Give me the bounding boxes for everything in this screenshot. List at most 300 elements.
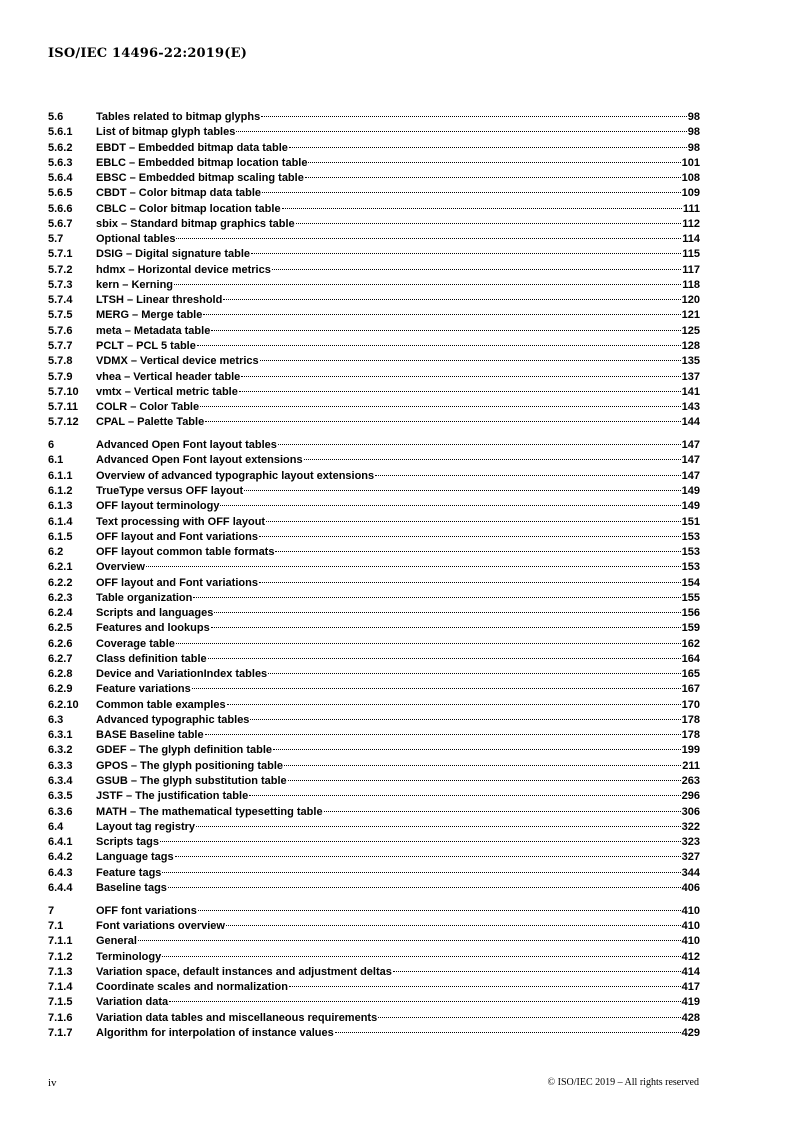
toc-entry-number: 6.1.2 <box>48 484 73 497</box>
toc-entry-title: EBDT – Embedded bitmap data table <box>96 141 288 154</box>
toc-entry-page: 154 <box>681 576 700 589</box>
toc-dot-leader <box>375 474 681 476</box>
toc-entry[interactable] <box>48 415 700 430</box>
toc-dot-leader <box>174 283 681 285</box>
toc-entry-title: Common table examples <box>96 698 226 711</box>
toc-entry-page: 149 <box>681 484 700 497</box>
toc-entry-title: Device and VariationIndex tables <box>96 668 268 681</box>
toc-entry-number: 5.7.6 <box>48 324 73 337</box>
toc-dot-leader <box>259 535 681 537</box>
toc-entry-number: 6.2.8 <box>48 668 73 681</box>
toc-dot-leader <box>175 855 681 857</box>
toc-entry-title: CBDT – Color bitmap data table <box>96 187 262 200</box>
document-title: ISO/IEC 14496-22:2019(E) <box>48 46 248 61</box>
toc-entry-page: 125 <box>681 324 700 337</box>
toc-entry-number: 6 <box>48 439 55 452</box>
toc-entry-title: Optional tables <box>96 233 176 246</box>
toc-dot-leader <box>296 222 682 224</box>
toc-dot-leader <box>282 207 682 209</box>
toc-entry[interactable] <box>48 759 700 774</box>
toc-entry-page: 109 <box>681 187 700 200</box>
toc-entry-page: 170 <box>681 698 700 711</box>
toc-entry-title: hdmx – Horizontal device metrics <box>96 263 271 276</box>
toc-dot-leader <box>223 298 680 300</box>
toc-entry-page: 417 <box>681 981 700 994</box>
toc-entry-title: TrueType versus OFF layout <box>96 484 244 497</box>
toc-entry-page: 178 <box>681 713 700 726</box>
toc-entry-page: 153 <box>681 530 700 543</box>
toc-entry-page: 112 <box>682 217 700 230</box>
toc-entry-number: 5.6.7 <box>48 217 73 230</box>
toc-entry[interactable] <box>48 400 700 415</box>
toc-entry-page: 108 <box>681 172 700 185</box>
table-of-contents <box>48 110 700 1041</box>
toc-dot-leader <box>305 176 681 178</box>
toc-entry-page: 165 <box>681 668 700 681</box>
toc-entry-title: Variation space, default instances and adjustment deltas <box>96 965 392 978</box>
toc-entry-page: 199 <box>681 744 700 757</box>
toc-entry-number: 6.3.2 <box>48 744 73 757</box>
toc-entry-title: General <box>96 935 137 948</box>
toc-dot-leader <box>278 443 681 445</box>
toc-entry-page: 162 <box>681 637 700 650</box>
toc-dot-leader <box>273 748 681 750</box>
toc-entry-title: Overview <box>96 561 145 574</box>
toc-entry[interactable] <box>48 293 700 308</box>
toc-entry-number: 7.1 <box>48 920 64 932</box>
toc-entry-page: 428 <box>681 1011 700 1024</box>
toc-entry-number: 6.4 <box>48 820 64 833</box>
toc-entry[interactable] <box>48 682 700 697</box>
toc-entry-page: 296 <box>681 790 700 803</box>
toc-entry[interactable] <box>48 980 700 995</box>
toc-dot-leader <box>176 642 681 644</box>
toc-entry-title: Algorithm for interpolation of instance values <box>96 1026 334 1039</box>
toc-entry[interactable] <box>48 667 700 682</box>
toc-entry[interactable] <box>48 713 700 728</box>
toc-entry[interactable] <box>48 339 700 354</box>
toc-dot-leader <box>205 420 680 422</box>
toc-entry-page: 410 <box>681 920 700 932</box>
copyright-notice: © ISO/IEC 2019 – All rights reserved <box>547 1077 699 1088</box>
toc-entry-number: 7 <box>48 904 55 917</box>
toc-entry-number: 5.7.9 <box>48 370 73 383</box>
toc-entry[interactable] <box>48 1026 700 1041</box>
toc-entry[interactable] <box>48 438 700 453</box>
toc-entry-page: 306 <box>681 805 700 818</box>
toc-entry-page: 135 <box>681 355 700 368</box>
toc-entry[interactable] <box>48 370 700 385</box>
toc-entry-page: 410 <box>681 904 700 917</box>
toc-entry-number: 6.3.1 <box>48 729 73 742</box>
toc-entry-page: 149 <box>681 500 700 513</box>
toc-entry-page: 153 <box>681 561 700 574</box>
toc-entry-title: Tables related to bitmap glyphs <box>96 111 261 123</box>
toc-entry-page: 155 <box>681 591 700 604</box>
toc-entry[interactable] <box>48 545 700 560</box>
toc-entry-page: 147 <box>681 454 700 467</box>
toc-entry-page: 147 <box>681 439 700 452</box>
toc-dot-leader <box>288 779 681 781</box>
toc-entry-number: 6.3.3 <box>48 759 73 772</box>
toc-entry[interactable] <box>48 1011 700 1026</box>
toc-dot-leader <box>160 840 681 842</box>
toc-entry-page: 144 <box>681 416 700 429</box>
toc-entry-number: 5.6.4 <box>48 172 73 185</box>
toc-entry-number: 6.2.10 <box>48 698 79 711</box>
toc-entry-title: vmtx – Vertical metric table <box>96 385 238 398</box>
toc-dot-leader <box>227 703 681 705</box>
toc-entry-number: 6.3 <box>48 713 64 726</box>
toc-entry[interactable] <box>48 263 700 278</box>
toc-entry-number: 6.4.4 <box>48 881 73 894</box>
toc-entry[interactable] <box>48 805 700 820</box>
toc-entry[interactable] <box>48 385 700 400</box>
toc-group <box>48 904 700 1041</box>
toc-entry-page: 167 <box>681 683 700 696</box>
toc-entry-number: 5.6.2 <box>48 141 73 154</box>
toc-entry[interactable] <box>48 560 700 575</box>
toc-entry-number: 6.2.2 <box>48 576 73 589</box>
toc-entry[interactable] <box>48 499 700 514</box>
toc-entry-page: 111 <box>682 202 700 215</box>
toc-dot-leader <box>192 687 681 689</box>
toc-entry[interactable] <box>48 530 700 545</box>
toc-entry-page: 101 <box>681 156 700 169</box>
toc-dot-leader <box>138 939 681 941</box>
toc-entry-page: 117 <box>682 263 700 276</box>
toc-entry-page: 327 <box>681 851 700 864</box>
toc-entry-title: Advanced typographic tables <box>96 713 250 726</box>
toc-entry-page: 159 <box>681 622 700 635</box>
toc-entry-title: Text processing with OFF layout <box>96 515 266 528</box>
toc-entry-number: 6.4.3 <box>48 866 73 879</box>
toc-group <box>48 110 700 431</box>
toc-entry-title: MERG – Merge table <box>96 309 203 322</box>
toc-entry-title: GPOS – The glyph positioning table <box>96 759 284 772</box>
toc-entry-title: EBLC – Embedded bitmap location table <box>96 156 308 169</box>
toc-entry-page: 128 <box>681 339 700 352</box>
toc-dot-leader <box>169 1000 681 1002</box>
toc-entry-number: 5.7.1 <box>48 248 73 261</box>
toc-entry-title: Scripts and languages <box>96 607 214 620</box>
toc-entry-page: 147 <box>681 469 700 482</box>
toc-dot-leader <box>168 886 681 888</box>
toc-dot-leader <box>226 924 681 926</box>
toc-entry[interactable] <box>48 995 700 1010</box>
toc-entry[interactable] <box>48 217 700 232</box>
toc-entry-title: Scripts tags <box>96 836 159 849</box>
toc-entry[interactable] <box>48 743 700 758</box>
toc-dot-leader <box>193 596 680 598</box>
toc-dot-leader <box>304 458 681 460</box>
toc-entry-title: kern – Kerning <box>96 278 174 291</box>
toc-dot-leader <box>268 672 680 674</box>
toc-dot-leader <box>220 504 680 506</box>
toc-entry-title: Advanced Open Font layout tables <box>96 439 277 452</box>
toc-entry-title: EBSC – Embedded bitmap scaling table <box>96 172 304 185</box>
toc-entry[interactable] <box>48 324 700 339</box>
toc-dot-leader <box>198 909 681 911</box>
toc-entry-number: 6.2 <box>48 546 64 559</box>
toc-entry-title: Coordinate scales and normalization <box>96 981 288 994</box>
toc-entry-title: Feature tags <box>96 866 162 879</box>
toc-entry-title: OFF font variations <box>96 904 197 917</box>
toc-entry[interactable] <box>48 278 700 293</box>
toc-dot-leader <box>176 237 681 239</box>
toc-entry-page: 143 <box>681 401 700 414</box>
toc-entry-number: 5.7.12 <box>48 416 79 429</box>
toc-entry-page: 263 <box>681 775 700 788</box>
toc-entry-title: JSTF – The justification table <box>96 790 249 803</box>
toc-entry-title: sbix – Standard bitmap graphics table <box>96 217 295 230</box>
toc-dot-leader <box>262 191 681 193</box>
toc-entry-number: 5.7.7 <box>48 339 73 352</box>
toc-entry-title: Font variations overview <box>96 920 225 932</box>
toc-entry[interactable] <box>48 820 700 835</box>
toc-dot-leader <box>266 520 681 522</box>
toc-entry-number: 7.1.5 <box>48 996 73 1009</box>
toc-entry-title: COLR – Color Table <box>96 401 200 414</box>
toc-dot-leader <box>335 1031 681 1033</box>
toc-entry-title: Variation data tables and miscellaneous requirements <box>96 1011 378 1024</box>
toc-entry-page: 414 <box>681 965 700 978</box>
toc-entry-title: MATH – The mathematical typesetting table <box>96 805 323 818</box>
toc-entry-title: Features and lookups <box>96 622 210 635</box>
toc-entry-number: 7.1.6 <box>48 1011 73 1024</box>
toc-entry-page: 98 <box>687 141 700 154</box>
toc-entry-title: OFF layout and Font variations <box>96 530 258 543</box>
toc-entry[interactable] <box>48 202 700 217</box>
toc-group <box>48 438 700 896</box>
toc-entry-number: 6.2.9 <box>48 683 73 696</box>
toc-entry-page: 120 <box>681 294 700 307</box>
toc-dot-leader <box>308 161 680 163</box>
toc-entry[interactable] <box>48 515 700 530</box>
toc-entry[interactable] <box>48 866 700 881</box>
toc-entry-number: 5.7 <box>48 233 64 246</box>
toc-entry-number: 6.3.6 <box>48 805 73 818</box>
toc-entry[interactable] <box>48 728 700 743</box>
toc-dot-leader <box>197 344 681 346</box>
toc-entry[interactable] <box>48 484 700 499</box>
toc-entry-number: 5.7.11 <box>48 401 78 414</box>
toc-entry-title: Variation data <box>96 996 169 1009</box>
toc-entry-page: 115 <box>682 248 700 261</box>
toc-entry-number: 5.7.10 <box>48 385 79 398</box>
toc-entry-title: DSIG – Digital signature table <box>96 248 251 261</box>
toc-entry[interactable] <box>48 850 700 865</box>
toc-entry-page: 137 <box>681 370 700 383</box>
toc-entry-title: GDEF – The glyph definition table <box>96 744 273 757</box>
toc-entry[interactable] <box>48 232 700 247</box>
toc-entry-title: Baseline tags <box>96 881 167 894</box>
toc-entry[interactable] <box>48 308 700 323</box>
toc-dot-leader <box>211 329 680 331</box>
toc-entry-number: 5.7.8 <box>48 355 73 368</box>
toc-entry-title: Table organization <box>96 591 193 604</box>
toc-entry-number: 6.1 <box>48 454 64 467</box>
toc-entry[interactable] <box>48 950 700 965</box>
toc-dot-leader <box>205 733 681 735</box>
toc-entry-title: OFF layout terminology <box>96 500 220 513</box>
toc-dot-leader <box>208 657 681 659</box>
toc-entry-number: 5.7.5 <box>48 309 73 322</box>
toc-entry-number: 6.1.3 <box>48 500 73 513</box>
toc-entry-number: 6.4.1 <box>48 836 73 849</box>
toc-entry[interactable] <box>48 606 700 621</box>
toc-dot-leader <box>241 375 680 377</box>
toc-entry-number: 6.3.5 <box>48 790 73 803</box>
toc-dot-leader <box>162 955 680 957</box>
toc-entry-title: OFF layout common table formats <box>96 546 275 559</box>
toc-entry-number: 7.1.7 <box>48 1026 73 1039</box>
toc-entry-page: 322 <box>681 820 700 833</box>
toc-dot-leader <box>289 146 687 148</box>
toc-entry-page: 178 <box>681 729 700 742</box>
toc-entry-title: Class definition table <box>96 652 207 665</box>
toc-dot-leader <box>249 794 680 796</box>
toc-dot-leader <box>261 115 687 117</box>
toc-entry-title: LTSH – Linear threshold <box>96 294 223 307</box>
toc-dot-leader <box>393 970 681 972</box>
toc-entry[interactable] <box>48 934 700 949</box>
toc-entry[interactable] <box>48 125 700 140</box>
toc-dot-leader <box>162 871 680 873</box>
toc-entry-page: 419 <box>681 996 700 1009</box>
toc-entry[interactable] <box>48 186 700 201</box>
toc-dot-leader <box>250 718 680 720</box>
toc-dot-leader <box>272 268 681 270</box>
toc-entry[interactable] <box>48 789 700 804</box>
toc-entry-page: 114 <box>682 233 700 246</box>
toc-entry-page: 164 <box>681 652 700 665</box>
toc-entry-page: 156 <box>681 607 700 620</box>
toc-entry-number: 6.2.4 <box>48 607 73 620</box>
toc-entry-page: 151 <box>681 515 700 528</box>
toc-entry[interactable] <box>48 354 700 369</box>
toc-entry-title: OFF layout and Font variations <box>96 576 258 589</box>
toc-dot-leader <box>275 550 680 552</box>
toc-entry[interactable] <box>48 835 700 850</box>
toc-entry-number: 6.2.3 <box>48 591 73 604</box>
toc-entry-page: 429 <box>681 1026 700 1039</box>
toc-dot-leader <box>251 252 681 254</box>
toc-entry-page: 153 <box>681 546 700 559</box>
toc-entry-page: 121 <box>681 309 700 322</box>
toc-dot-leader <box>236 130 686 132</box>
toc-entry-page: 410 <box>681 935 700 948</box>
toc-entry-title: Overview of advanced typographic layout extensions <box>96 469 375 482</box>
toc-dot-leader <box>203 313 680 315</box>
toc-entry-number: 5.7.4 <box>48 294 73 307</box>
toc-entry[interactable] <box>48 247 700 262</box>
toc-entry[interactable] <box>48 141 700 156</box>
toc-dot-leader <box>211 626 681 628</box>
toc-entry-title: Layout tag registry <box>96 820 196 833</box>
toc-entry-page: 118 <box>682 278 700 291</box>
toc-entry-title: CPAL – Palette Table <box>96 416 205 429</box>
toc-dot-leader <box>284 764 681 766</box>
toc-entry-number: 6.3.4 <box>48 775 73 788</box>
toc-entry[interactable] <box>48 774 700 789</box>
toc-entry-number: 5.6.3 <box>48 156 73 169</box>
toc-entry-number: 7.1.3 <box>48 965 73 978</box>
toc-entry-number: 6.1.4 <box>48 515 73 528</box>
toc-entry-title: CBLC – Color bitmap location table <box>96 202 281 215</box>
toc-entry[interactable] <box>48 453 700 468</box>
toc-entry-title: Coverage table <box>96 637 175 650</box>
toc-entry-title: GSUB – The glyph substitution table <box>96 775 287 788</box>
toc-dot-leader <box>260 359 681 361</box>
toc-dot-leader <box>146 565 681 567</box>
toc-entry-number: 6.2.1 <box>48 561 73 574</box>
toc-entry[interactable] <box>48 965 700 980</box>
toc-entry-number: 5.6.6 <box>48 202 73 215</box>
toc-entry-number: 7.1.1 <box>48 935 73 948</box>
toc-entry-page: 211 <box>682 759 700 772</box>
toc-entry-number: 5.7.3 <box>48 278 73 291</box>
toc-entry[interactable] <box>48 904 700 919</box>
toc-entry-number: 6.2.5 <box>48 622 73 635</box>
toc-entry-title: Terminology <box>96 950 162 963</box>
toc-entry[interactable] <box>48 621 700 636</box>
toc-entry-title: Feature variations <box>96 683 191 696</box>
toc-entry-number: 6.1.5 <box>48 530 73 543</box>
toc-dot-leader <box>214 611 680 613</box>
toc-entry-page: 344 <box>681 866 700 879</box>
toc-entry-title: VDMX – Vertical device metrics <box>96 355 259 368</box>
toc-dot-leader <box>378 1016 680 1018</box>
toc-entry-title: List of bitmap glyph tables <box>96 126 236 139</box>
toc-entry[interactable] <box>48 591 700 606</box>
toc-entry[interactable] <box>48 469 700 484</box>
toc-entry[interactable] <box>48 171 700 186</box>
toc-entry-page: 141 <box>681 385 700 398</box>
toc-entry[interactable] <box>48 919 700 934</box>
toc-dot-leader <box>196 825 681 827</box>
toc-entry-number: 7.1.2 <box>48 950 73 963</box>
toc-dot-leader <box>239 390 681 392</box>
toc-entry[interactable] <box>48 576 700 591</box>
toc-entry-title: BASE Baseline table <box>96 729 204 742</box>
toc-entry-number: 5.6 <box>48 111 64 123</box>
toc-entry-page: 98 <box>687 111 700 123</box>
toc-entry-title: Advanced Open Font layout extensions <box>96 454 303 467</box>
toc-entry-page: 406 <box>681 881 700 894</box>
toc-entry-title: PCLT – PCL 5 table <box>96 339 196 352</box>
toc-dot-leader <box>200 405 681 407</box>
toc-entry[interactable] <box>48 637 700 652</box>
toc-entry-title: vhea – Vertical header table <box>96 370 241 383</box>
toc-entry-number: 5.6.5 <box>48 187 73 200</box>
toc-entry[interactable] <box>48 652 700 667</box>
toc-entry[interactable] <box>48 156 700 171</box>
toc-entry-page: 323 <box>681 836 700 849</box>
toc-entry-title: Language tags <box>96 851 174 864</box>
toc-entry[interactable] <box>48 698 700 713</box>
toc-dot-leader <box>324 810 681 812</box>
toc-entry-number: 6.1.1 <box>48 469 73 482</box>
toc-entry-number: 6.2.6 <box>48 637 73 650</box>
toc-entry-title: meta – Metadata table <box>96 324 211 337</box>
toc-entry[interactable] <box>48 110 700 125</box>
page-number: iv <box>48 1077 57 1089</box>
toc-entry-number: 5.6.1 <box>48 126 73 139</box>
toc-entry-number: 5.7.2 <box>48 263 73 276</box>
toc-entry[interactable] <box>48 881 700 896</box>
toc-entry-number: 7.1.4 <box>48 981 73 994</box>
